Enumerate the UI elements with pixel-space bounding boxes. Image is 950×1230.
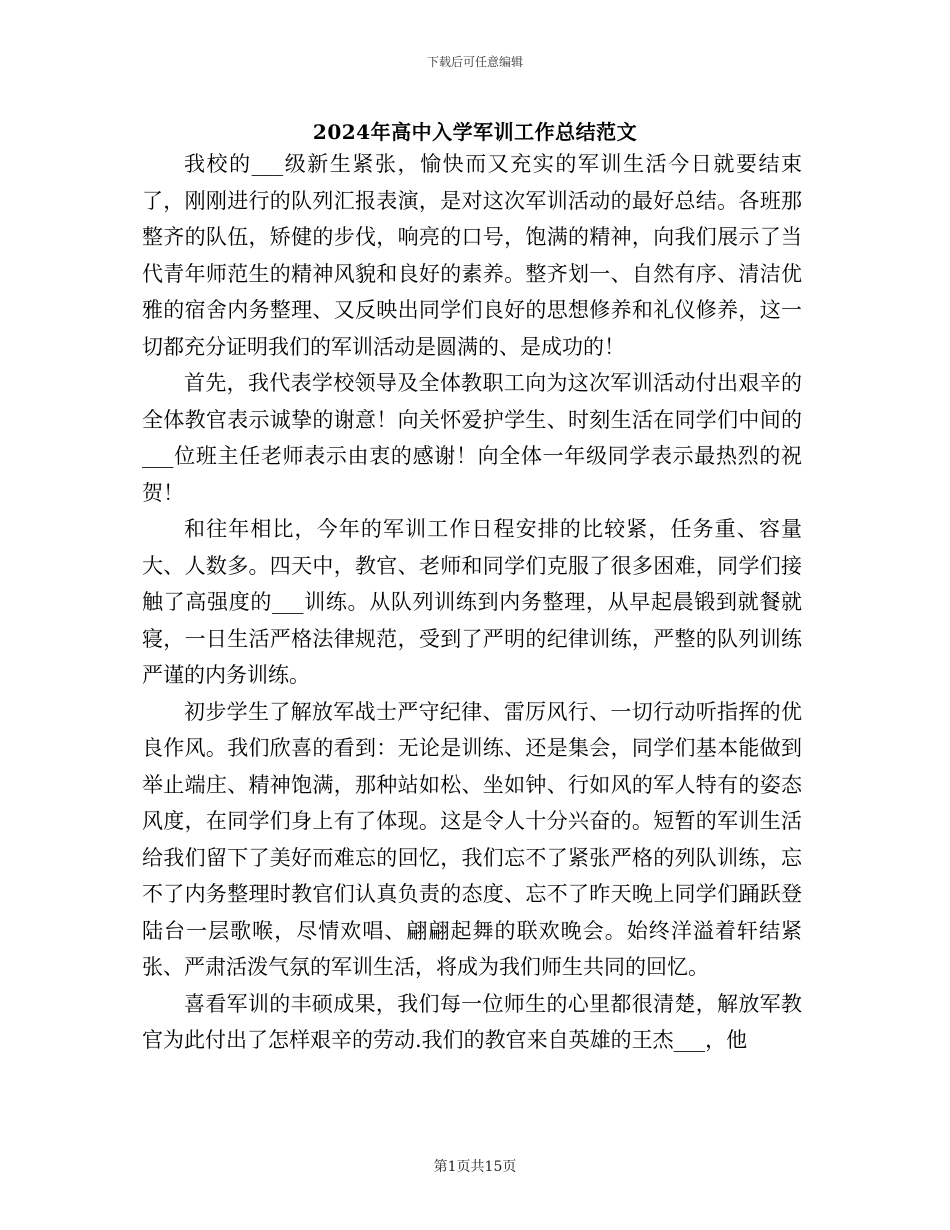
document-body [142,146,802,1059]
paragraph-3: 和往年相比，今年的军训工作日程安排的比较紧，任务重、容量大、人数多。四天中，教官、老师和同学们克服了很多困难，同学们接触了高强度的___训练。从队列训练到内务整理，从早起晨锻到就餐就寝，一日生活严格法律规范，受到了严明的纪律训练，严整的队列训练严谨的内务训练。 [142,517,802,687]
paragraph-1: 我校的___级新生紧张，愉快而又充实的军训生活今日就要结束了，刚刚进行的队列汇报表演，是对这次军训活动的最好总结。各班那整齐的队伍，矫健的步伐，响亮的口号，饱满的精神，向我们展示了当代青年师范生的精神风貌和良好的素养。整齐划一、自然有序、清洁优雅的宿舍内务整理、又反映出同学们良好的思想修养和礼仪修养，这一切都充分证明我们的军训活动是圆满的、是成功的！ [142,152,802,359]
paragraph-4: 初步学生了解放军战士严守纪律、雷厉风行、一切行动听指挥的优良作风。我们欣喜的看到：无论是训练、还是集会，同学们基本能做到举止端庄、精神饱满，那种站如松、坐如钟、行如风的军人特有的姿态风度，在同学们身上有了体现。这是令人十分兴奋的。短暂的军训生活给我们留下了美好而难忘的回忆，我们忘不了紧张严格的列队训练，忘不了内务整理时教官们认真负责的态度、忘不了昨天晚上同学们踊跃登陆台一层歌喉，尽情欢唱、翩翩起舞的联欢晚会。始终洋溢着轩结紧张、严肃活泼气氛的军训生活，将成为我们师生共同的回忆。 [142,699,802,979]
paragraph-5: 喜看军训的丰硕成果，我们每一位师生的心里都很清楚，解放军教官为此付出了怎样艰辛的劳动.我们的教官来自英雄的王杰___，他 [142,991,802,1052]
page-header-note: 下载后可任意编辑 [426,55,523,69]
paragraph-2: 首先，我代表学校领导及全体教职工向为这次军训活动付出艰辛的全体教官表示诚挚的谢意！向关怀爱护学生、时刻生活在同学们中间的___位班主任老师表示由衷的感谢！向全体一年级同学表示最热烈的祝贺！ [142,371,802,505]
page-number: 第1页共15页 [433,1159,517,1175]
document-title: 2024年高中入学军训工作总结范文 [312,120,638,144]
